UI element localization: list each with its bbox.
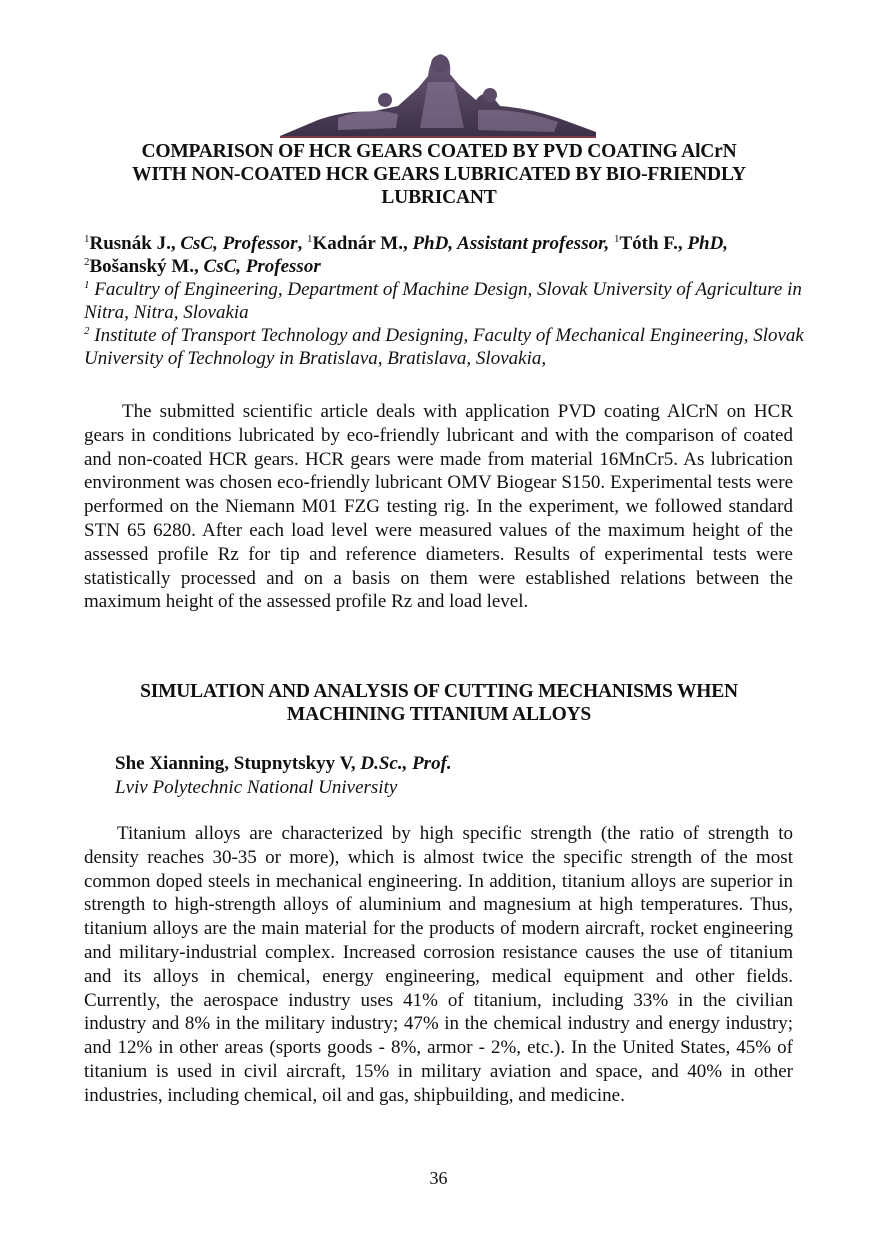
article-1-authors [84,232,804,370]
author-name: Rusnák J., [89,233,176,254]
affiliation [84,278,804,324]
page-number: 36 [429,1168,448,1188]
sculpture-group-icon [278,48,598,138]
author-degree: D.Sc., Prof. [360,753,452,774]
author-separator: , [297,233,303,254]
author-title: PhD, Assistant professor, [412,233,610,254]
author-sup: 1 [613,233,620,245]
article-1-abstract: The submitted scientific article deals with application PVD coating AlCrN on HCR gears in conditions lubricated by eco-friendly lubricant and with the comparison of coated and non-coated HCR gears. HCR gears were made from material 16MnCr5. As lubrication environment was chosen eco-friendly lubricant OMV Biogear S150. Experimental tests were performed on the Niemann M01 FZG testing rig. In the experiment, we followed standard STN 65 6280. After each load level were measured values of the maximum height of the assessed profile Rz for tip and reference diameters. Results of experimental tests were statistically processed and on a basis on them were established relations between the maximum height of the assessed profile Rz and load level. [84,401,793,613]
author-sup: 1 [84,233,90,245]
title-line: LUBRICANT [381,187,497,208]
author-line [115,752,452,776]
author-names: She Xianning, Stupnytskyy V, [115,753,356,774]
author-title: CsC, Professor [203,256,321,277]
article-2-title [84,680,794,726]
title-line: COMPARISON OF HCR GEARS COATED BY PVD COATING AlCrN [141,141,737,162]
article-1-title [84,140,794,209]
affiliation-sup: 1 [84,279,90,291]
author-name: Bošanský M., [89,256,199,277]
author-sup: 1 [307,233,313,245]
author-title: PhD, [687,233,729,254]
affiliation [84,324,804,370]
affiliation-sup: 2 [84,325,90,337]
author-line [84,255,804,278]
title-line: SIMULATION AND ANALYSIS OF CUTTING MECHANISMS WHEN [140,681,738,702]
author-sup: 2 [84,256,90,268]
affiliation: Lviv Polytechnic National University [115,777,398,798]
author-line [84,232,804,255]
author-name: Kadnár M., [312,233,408,254]
title-line: MACHINING TITANIUM ALLOYS [286,704,592,725]
author-title: CsC, Professor [180,233,298,254]
affiliation-text: Institute of Transport Technology and Designing, Faculty of Mechanical Engineering, Slovak University of Technology in Bratislava, Bratislava, Slovakia, [84,325,804,369]
article-2-abstract: Titanium alloys are characterized by high specific strength (the ratio of strength to density reaches 30-35 or more), which is almost twice the specific strength of the most common doped steels in mechanical engineering. In addition, titanium alloys are superior in strength to high-strength alloys of aluminium and magnesium at high temperatures. Thus, titanium alloys are the main material for the products of modern aircraft, rocket engineering and military-industrial complex. Increased corrosion resistance causes the use of titanium and its alloys in chemical, energy engineering, medical equipment and other fields. Currently, the aerospace industry uses 41% of titanium, including 33% in the civilian industry and 8% in the military industry; 47% in the chemical industry and energy industry; and 12% in other areas (sports goods - 8%, armor - 2%, etc.). In the United States, 45% of titanium is used in civil aircraft, 15% in military aviation and space, and 40% in other industries, including chemical, oil and gas, shipbuilding, and medicine. [84,823,793,1106]
title-line: WITH NON-COATED HCR GEARS LUBRICATED BY BIO-FRIENDLY [132,164,746,185]
affiliation-text: Facultry of Engineering, Department of Machine Design, Slovak University of Agriculture in Nitra, Nitra, Slovakia [84,279,802,323]
author-name: Tóth F., [619,233,683,254]
article-2-authors [115,752,452,800]
